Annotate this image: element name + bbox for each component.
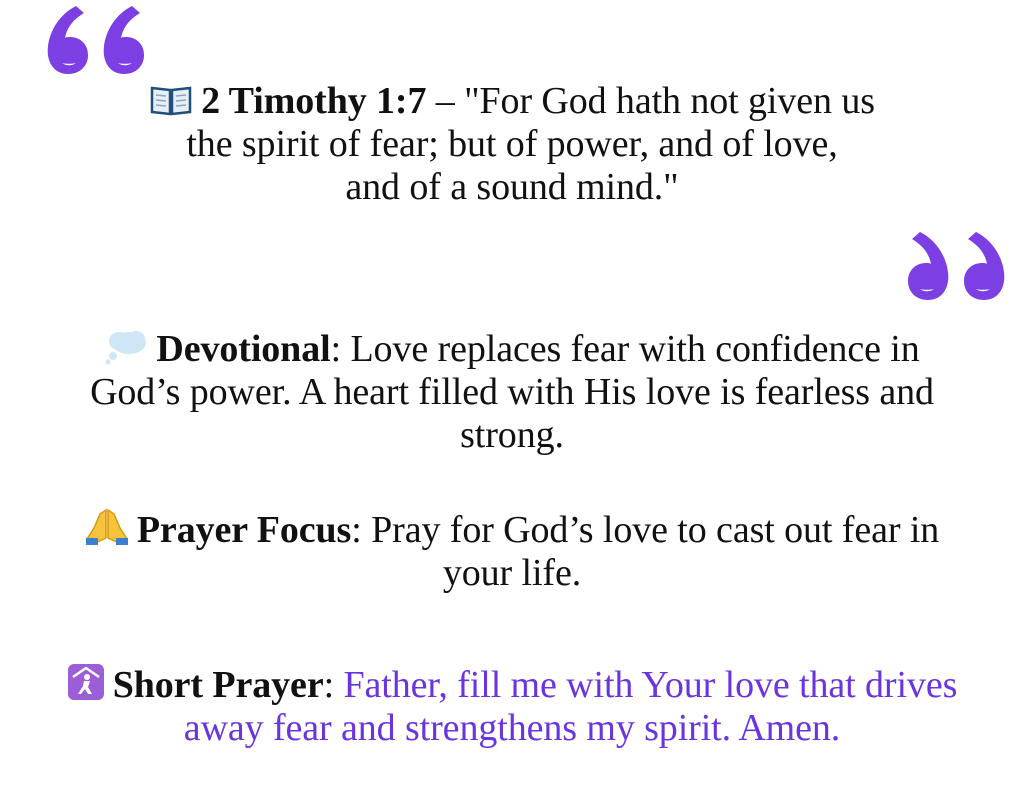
prayer-focus-line-2: your life. [442, 552, 582, 594]
devotional-line-2: God’s power. A heart filled with His love is fearless and [90, 371, 934, 413]
short-prayer-line-2: away fear and strengthens my spirit. Amen. [183, 707, 841, 749]
prayer-focus-label: Prayer Focus [136, 509, 352, 551]
verse-line-1 [40, 80, 984, 123]
close-quote-icon [904, 226, 1008, 306]
folded-hands-icon [85, 508, 129, 546]
verse-line-2: the spirit of fear; but of power, and of love, [186, 123, 838, 165]
devotional-label: Devotional [156, 328, 331, 370]
short-prayer-text-line-1: Father, fill me with Your love that drives [334, 664, 958, 706]
short-prayer-block [6, 663, 1018, 750]
open-quote-icon [44, 0, 148, 80]
verse-dash: – [426, 80, 465, 122]
verse-block [40, 80, 984, 209]
short-prayer-label: Short Prayer [112, 664, 324, 706]
devotional-separator: : [330, 328, 342, 370]
prayer-focus-text-line-1: Pray for God’s love to cast out fear in [361, 509, 940, 551]
verse-reference: 2 Timothy 1:7 [201, 80, 427, 122]
thought-bubble-icon [104, 329, 148, 365]
devotional-line-3: strong. [460, 414, 564, 456]
verse-text-line-1: "For God hath not given us [464, 80, 875, 122]
open-book-icon [149, 83, 193, 117]
short-prayer-separator: : [323, 664, 335, 706]
prayer-focus-block [10, 508, 1014, 595]
devotional-block [6, 328, 1018, 457]
place-of-worship-icon [67, 663, 105, 701]
devotional-text-line-1: Love replaces fear with confidence in [341, 328, 920, 370]
prayer-focus-separator: : [351, 509, 362, 551]
devotional-line-1 [6, 328, 1018, 371]
short-prayer-line-1 [6, 663, 1018, 707]
verse-line-3: and of a sound mind." [345, 166, 679, 208]
prayer-focus-line-1 [10, 508, 1014, 552]
